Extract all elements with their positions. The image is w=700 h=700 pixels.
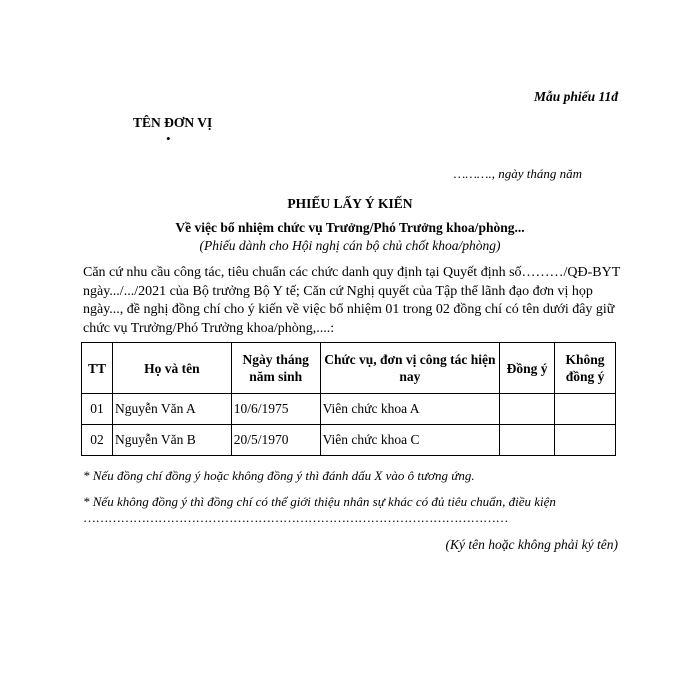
cell-disagree-checkbox[interactable] <box>555 394 616 425</box>
date-line: ………., ngày tháng năm <box>453 166 582 181</box>
header-name: Họ và tên <box>112 343 231 394</box>
cell-name: Nguyễn Văn A <box>112 394 231 425</box>
cell-tt: 02 <box>82 425 113 456</box>
header-dob-line: Ngày tháng <box>242 352 309 367</box>
header-position-line: nay <box>399 369 421 384</box>
unit-name: TÊN ĐƠN VỊ <box>133 115 213 130</box>
cell-dob: 20/5/1970 <box>231 425 320 456</box>
footnote-mark-instruction: * Nếu đồng chí đồng ý hoặc không đồng ý thì đánh dấu X vào ô tương ứng. <box>83 468 475 483</box>
form-code: Mẫu phiếu 11đ <box>533 89 618 104</box>
form-title: PHIẾU LẤY Ý KIẾN <box>287 196 413 211</box>
header-position <box>320 343 500 394</box>
cell-position: Viên chức khoa A <box>320 394 500 425</box>
signature-note: (Ký tên hoặc không phải ký tên) <box>445 537 618 552</box>
form-subtitle: Về việc bổ nhiệm chức vụ Trưởng/Phó Trưởng khoa/phòng... <box>175 220 525 235</box>
header-dob <box>231 343 320 394</box>
body-line: ngày.../.../2021 của Bộ trưởng Bộ Y tế; Căn cứ Nghị quyết của Tập thể lãnh đạo đơn vị họp <box>83 283 593 299</box>
body-paragraph <box>83 264 623 338</box>
header-disagree-line: Không <box>565 352 605 367</box>
header-position-line: Chức vụ, đơn vị công tác hiện <box>324 352 496 367</box>
header-disagree-line: đồng ý <box>565 369 605 384</box>
cell-disagree-checkbox[interactable] <box>555 425 616 456</box>
body-line: ngày..., đề nghị đồng chí cho ý kiến về việc bổ nhiệm 01 trong 02 đồng chí có tên dưới đây giữ <box>83 302 615 317</box>
cell-agree-checkbox[interactable] <box>500 425 555 456</box>
body-line: chức vụ Trưởng/Phó Trưởng khoa/phòng,....: <box>83 320 335 336</box>
table-header-row <box>82 343 616 394</box>
nominee-dotted-line[interactable]: ………………………………………………………………………………………… <box>83 510 508 525</box>
cell-tt: 01 <box>82 394 113 425</box>
table-row <box>82 425 616 456</box>
table-row <box>82 394 616 425</box>
cell-agree-checkbox[interactable] <box>500 394 555 425</box>
opinion-table <box>81 342 616 456</box>
header-dob-line: năm sinh <box>249 369 303 384</box>
footnote-nominate-instruction: * Nếu không đồng ý thì đồng chí có thể giới thiệu nhân sự khác có đủ tiêu chuẩn, điều kiện <box>83 494 556 509</box>
unit-bullet: • <box>166 131 171 146</box>
cell-position: Viên chức khoa C <box>320 425 500 456</box>
body-line: Căn cứ nhu cầu công tác, tiêu chuẩn các chức danh quy định tại Quyết định số………/QĐ-BYT <box>83 265 621 280</box>
header-agree: Đồng ý <box>500 343 555 394</box>
form-note: (Phiếu dành cho Hội nghị cán bộ chủ chốt khoa/phòng) <box>199 238 501 253</box>
header-tt: TT <box>82 343 113 394</box>
cell-dob: 10/6/1975 <box>231 394 320 425</box>
header-disagree <box>555 343 616 394</box>
cell-name: Nguyễn Văn B <box>112 425 231 456</box>
